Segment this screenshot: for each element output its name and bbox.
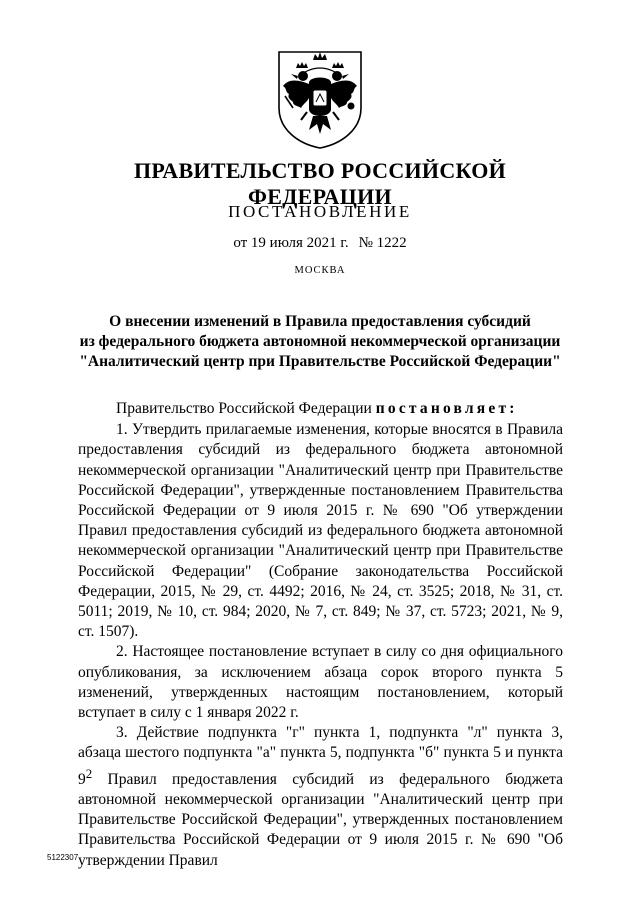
footer-code: 5122307 bbox=[47, 853, 79, 862]
russian-coat-of-arms-icon bbox=[271, 46, 369, 150]
document-city: МОСКВА bbox=[294, 265, 346, 276]
subject-line: О внесении изменений в Правила предоставления субсидий bbox=[109, 313, 531, 330]
lead-text: Правительство Российской Федерации bbox=[116, 400, 376, 417]
document-date: от 19 июля 2021 г. bbox=[233, 235, 349, 251]
superscript-2: 2 bbox=[85, 765, 93, 781]
paragraph-3 bbox=[78, 723, 563, 871]
paragraph-3-end: Правил предоставления субсидий из федерального бюджета автономной некоммерческой организации "Аналитический центр при Правительстве Российской Федерации", утвержденных постановлением Правительства Российской Федерации от 9 июля 2015 г. № 690 "Об утверждении Правил bbox=[78, 770, 563, 869]
subject-line: "Аналитический центр при Правительстве Российской Федерации" bbox=[79, 353, 561, 370]
document-date-number bbox=[60, 235, 580, 252]
government-title: ПРАВИТЕЛЬСТВО РОССИЙСКОЙ ФЕДЕРАЦИИ bbox=[133, 158, 507, 209]
paragraph-1: 1. Утвердить прилагаемые изменения, которые вносятся в Правила предоставления субсидий из федерального бюджета автономной некоммерческой организации "Аналитический центр при Правительстве Российской Федерации", утвержденные постановлением Правительства Российской Федерации от 9 июля 2015 г. № 690 "Об утверждении Правил предоставления субсидий из федерального бюджета автономной некоммерческой организации "Аналитический центр при Правительстве Российской Федерации" (Собрание законодательства Российской Федерации, 2015, № 29, ст. 4492; 2016, № 24, ст. 3525; 2018, № 31, ст. 5011; 2019, № 10, ст. 984; 2020, № 7, ст. 849; № 37, ст. 5723; 2021, № 9, ст. 1507). bbox=[78, 421, 563, 641]
document-type: ПОСТАНОВЛЕНИЕ bbox=[228, 202, 412, 221]
subject-line: из федерального бюджета автономной некоммерческой организации bbox=[79, 333, 561, 350]
document-body bbox=[78, 399, 563, 871]
document-subject bbox=[60, 312, 580, 372]
decree-lead bbox=[78, 399, 563, 419]
paragraph-3-start: 3. Действие подпункта "г" пункта 1, подпункта "л" пункта 3, абзаца шестого подпункта "а" пункта 5, подпункта "б" пункта 5 и пункта 9 bbox=[78, 724, 563, 788]
document-number: № 1222 bbox=[358, 235, 407, 251]
lead-keyword: постановляет: bbox=[375, 400, 518, 417]
paragraph-2: 2. Настоящее постановление вступает в силу со дня официального опубликования, за исключением абзаца сорок второго пункта 5 изменений, утвержденных настоящим постановлением, который вступает в силу с 1 января 2022 г. bbox=[78, 643, 563, 722]
